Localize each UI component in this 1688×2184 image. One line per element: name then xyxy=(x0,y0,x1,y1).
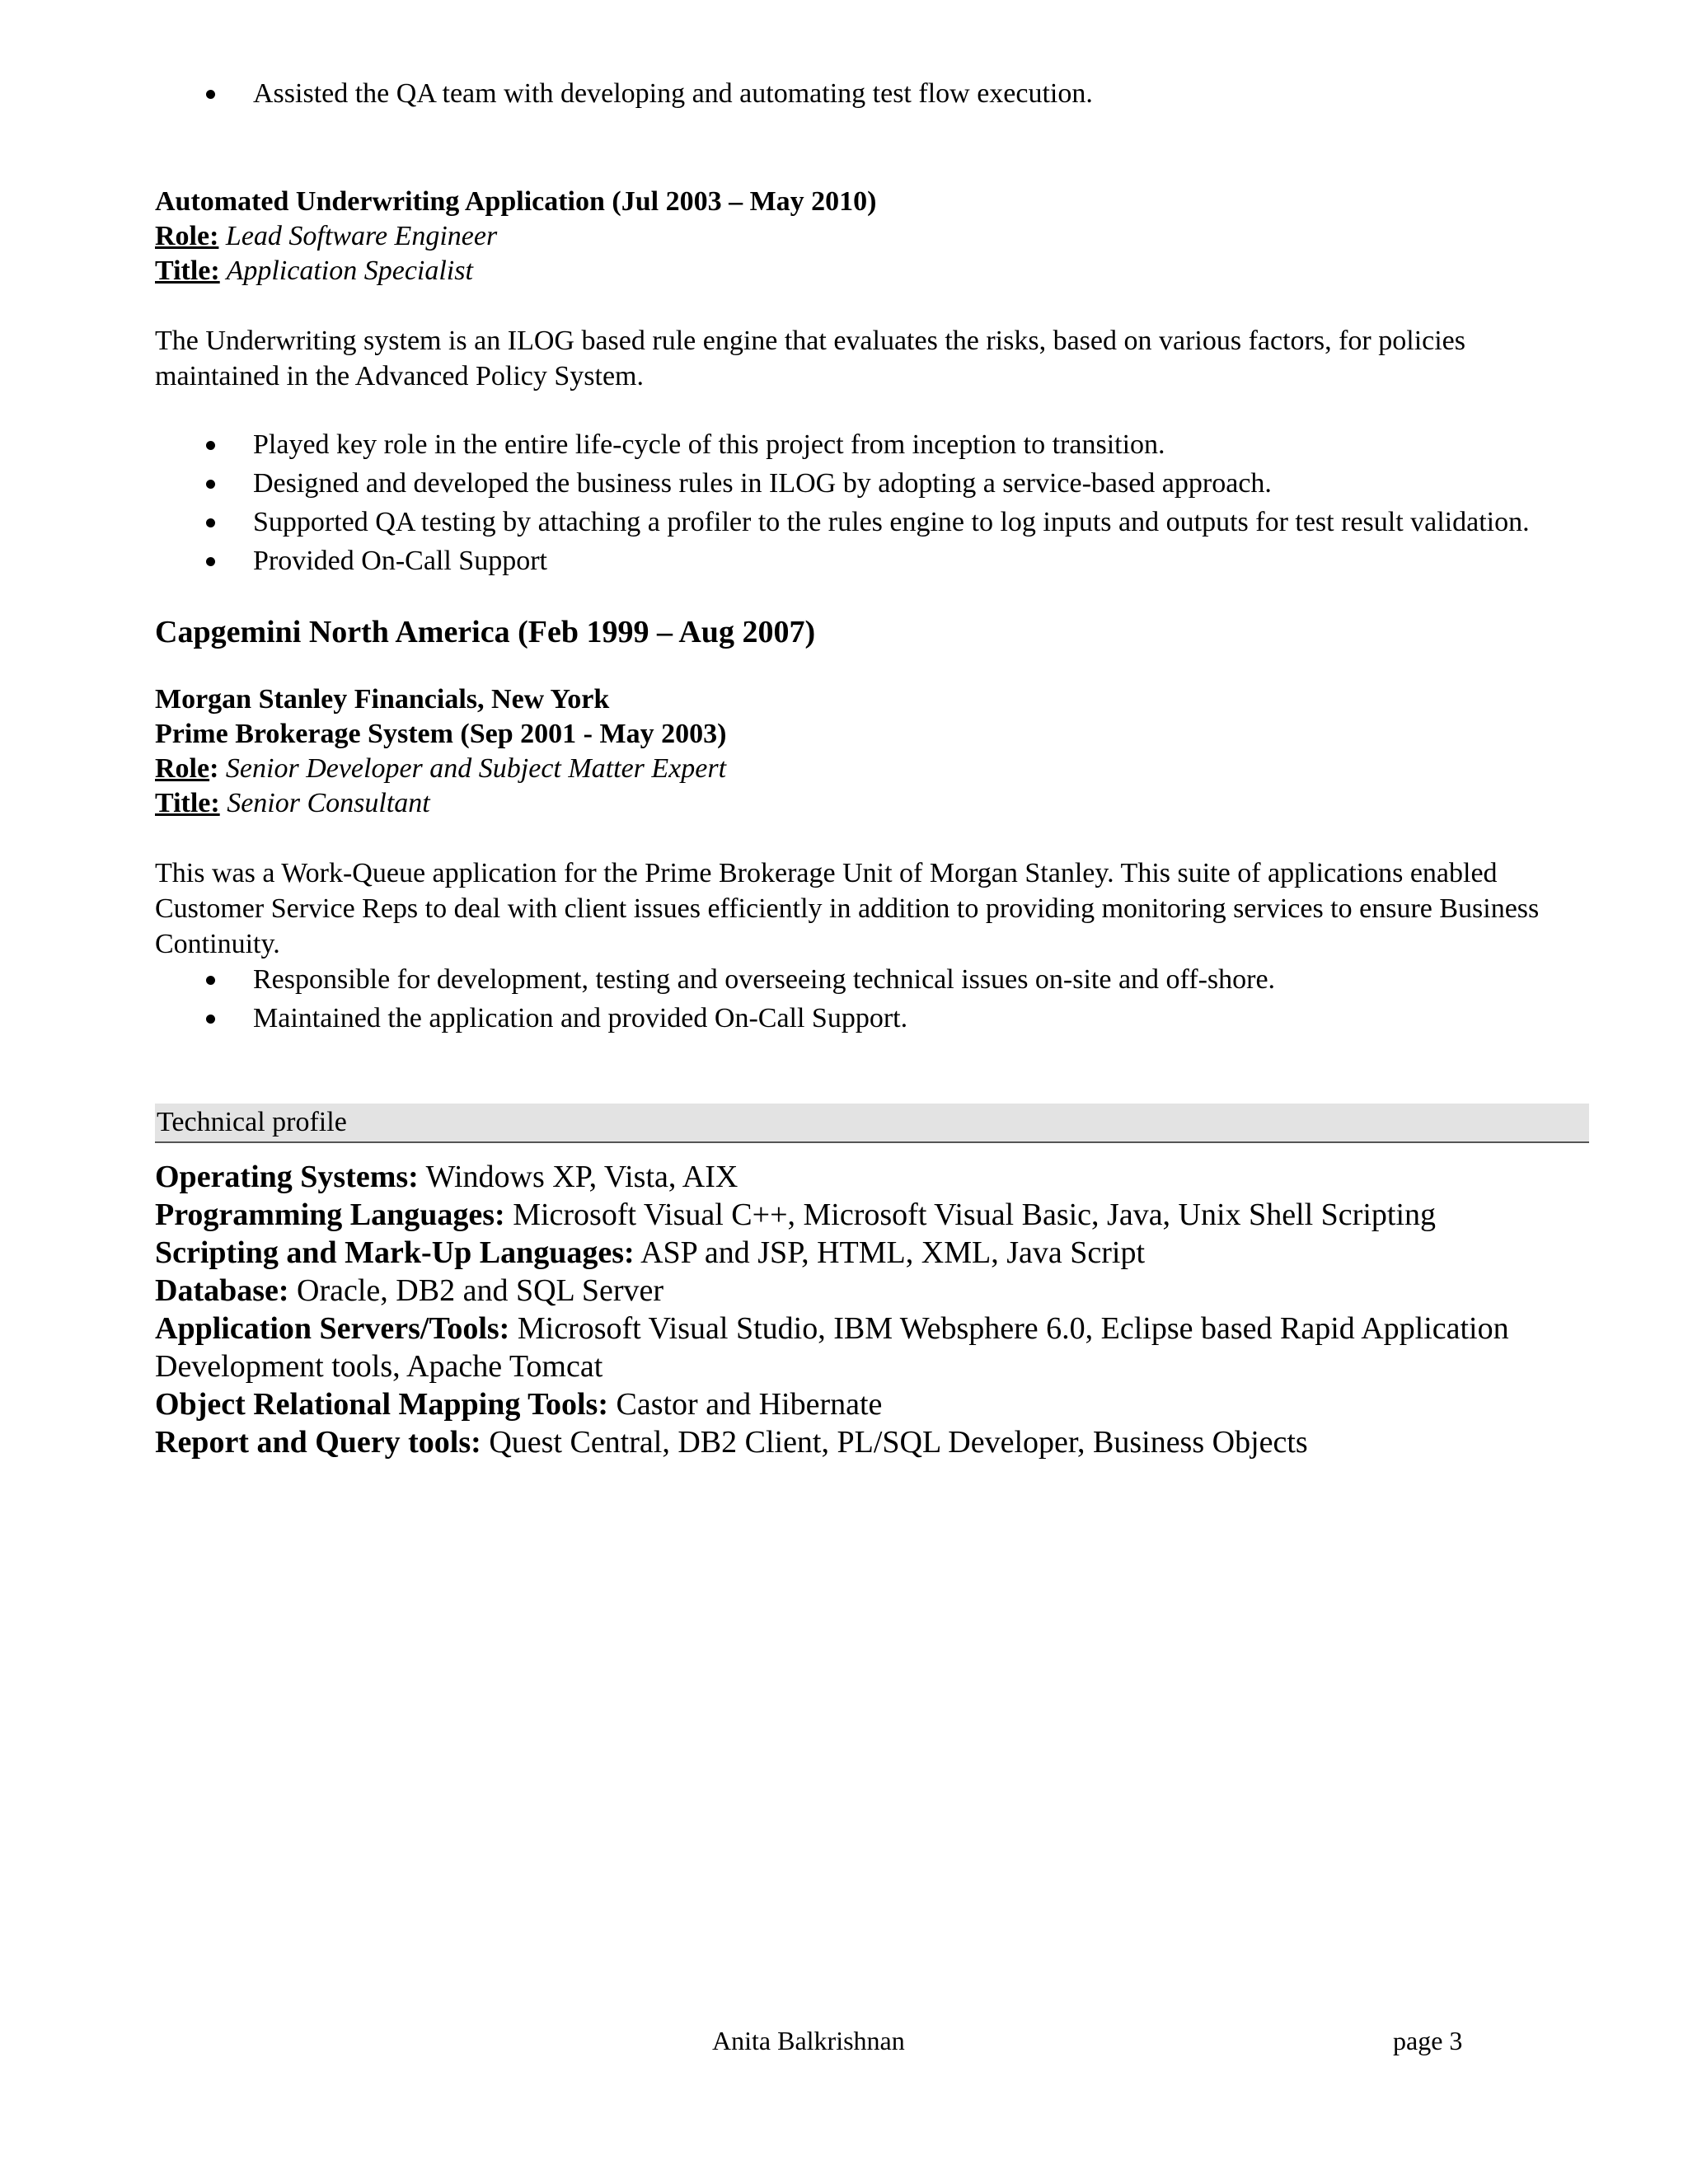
project-heading: Automated Underwriting Application (Jul 2003 – May 2010) xyxy=(155,186,877,217)
company-heading: Capgemini North America (Feb 1999 – Aug 2007) xyxy=(155,615,816,649)
resume-page xyxy=(155,76,1589,1461)
role-label: Role: xyxy=(155,221,219,251)
bullet-icon xyxy=(206,1015,215,1024)
list-item: Provided On-Call Support xyxy=(155,543,1589,579)
title-value: Senior Consultant xyxy=(219,788,430,818)
tech-item-database: Database: Oracle, DB2 and SQL Server xyxy=(155,1273,664,1308)
role-label: Role xyxy=(155,753,210,784)
bullet-icon xyxy=(206,480,215,489)
tech-item-programming-languages: Programming Languages: Microsoft Visual C++, Microsoft Visual Basic, Java, Unix Shell Scripting xyxy=(155,1197,1436,1232)
title-label: Title: xyxy=(155,255,220,286)
list-item: Supported QA testing by attaching a profiler to the rules engine to log inputs and outputs for test result validation. xyxy=(155,504,1589,540)
tech-item-application-servers: Application Servers/Tools: Microsoft Visual Studio, IBM Websphere 6.0, Eclipse based Rapid Application Development tools, Apache Tomcat xyxy=(155,1311,1509,1384)
client-heading: Morgan Stanley Financials, New York xyxy=(155,684,610,715)
section-heading: Technical profile xyxy=(155,1104,1589,1143)
title-label: Title: xyxy=(155,788,220,818)
list-item: Assisted the QA team with developing and automating test flow execution. xyxy=(155,76,1589,111)
list-item: Maintained the application and provided On-Call Support. xyxy=(155,1001,1589,1036)
tech-item-report-tools: Report and Query tools: Quest Central, DB2 Client, PL/SQL Developer, Business Objects xyxy=(155,1425,1308,1460)
bullet-icon xyxy=(206,441,215,450)
project-heading: Prime Brokerage System (Sep 2001 - May 2003) xyxy=(155,719,727,749)
capgemini-section xyxy=(155,613,1589,1036)
project-bullet-list xyxy=(155,962,1589,1036)
footer-page-number: page 3 xyxy=(1393,2026,1463,2055)
list-item: Responsible for development, testing and overseeing technical issues on-site and off-shore. xyxy=(155,962,1589,997)
intro-bullet-list xyxy=(155,76,1589,111)
bullet-icon xyxy=(206,518,215,527)
underwriting-project xyxy=(155,185,1589,579)
title-value: Application Specialist xyxy=(219,255,473,286)
technical-profile-section xyxy=(155,1104,1589,1461)
project-bullet-list xyxy=(155,427,1589,579)
list-item: Designed and developed the business rules in ILOG by adopting a service-based approach. xyxy=(155,466,1589,501)
project-description: The Underwriting system is an ILOG based rule engine that evaluates the risks, based on various factors, for policies maintained in the Advanced Policy System. xyxy=(155,326,1465,391)
footer-author-name: Anita Balkrishnan xyxy=(712,2026,905,2055)
tech-item-scripting-languages: Scripting and Mark-Up Languages: ASP and JSP, HTML, XML, Java Script xyxy=(155,1235,1146,1270)
tech-item-orm-tools: Object Relational Mapping Tools: Castor and Hibernate xyxy=(155,1387,883,1422)
role-line: Role: Senior Developer and Subject Matter Expert xyxy=(155,753,727,784)
role-value: Lead Software Engineer xyxy=(218,221,498,251)
title-line xyxy=(155,254,1589,288)
bullet-icon xyxy=(206,557,215,566)
role-value: Senior Developer and Subject Matter Expert xyxy=(218,753,727,784)
title-line xyxy=(155,786,1589,821)
role-line xyxy=(155,219,1589,254)
bullet-icon xyxy=(206,976,215,985)
list-item: Played key role in the entire life-cycle of this project from inception to transition. xyxy=(155,427,1589,462)
bullet-icon xyxy=(206,90,215,99)
tech-item-operating-systems: Operating Systems: Windows XP, Vista, AIX xyxy=(155,1160,738,1194)
project-description: This was a Work-Queue application for the Prime Brokerage Unit of Morgan Stanley. This suite of applications enabled Customer Service Reps to deal with client issues efficiently in addition to providing monitoring services to ensure Business Continuity. xyxy=(155,858,1540,959)
